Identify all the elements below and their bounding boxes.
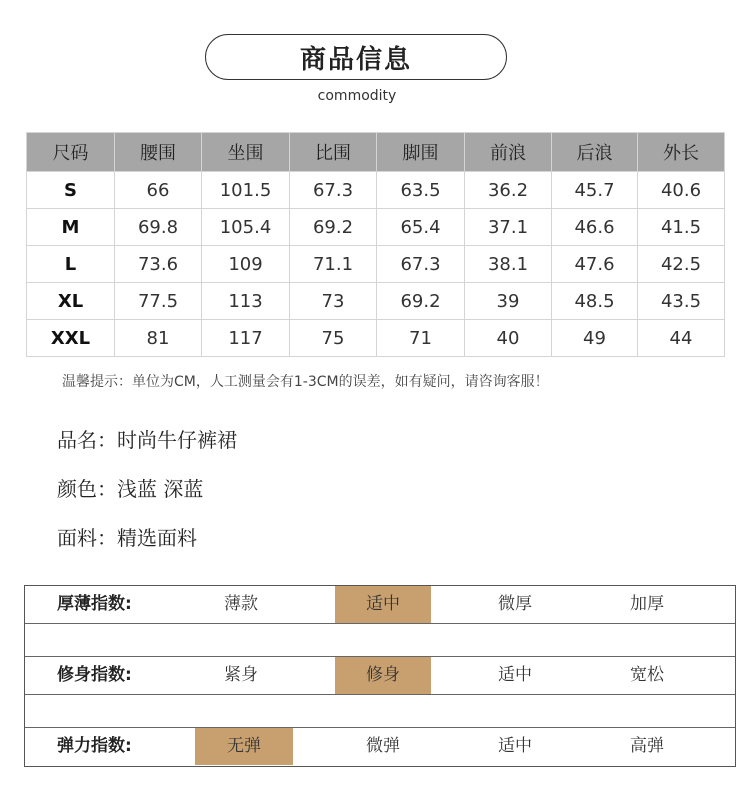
table-cell: 73	[290, 283, 377, 320]
table-cell: 77.5	[115, 283, 202, 320]
size-cell: L	[27, 246, 115, 283]
size-cell: M	[27, 209, 115, 246]
page-title: 商品信息	[205, 34, 507, 80]
table-cell: 71	[377, 320, 465, 357]
fit-index-label: 修身指数:	[57, 665, 132, 685]
table-cell: 69.2	[377, 283, 465, 320]
table-cell: 67.3	[377, 246, 465, 283]
thickness-index-label: 厚薄指数:	[57, 594, 132, 614]
table-cell: 69.2	[290, 209, 377, 246]
table-cell: 36.2	[465, 172, 552, 209]
table-cell: 67.3	[290, 172, 377, 209]
column-header: 外长	[638, 133, 725, 172]
thickness-option: 微厚	[498, 594, 532, 614]
measurement-tip: 温馨提示：单位为CM，人工测量会有1-3CM的误差，如有疑问，请咨询客服！	[62, 374, 549, 390]
column-header: 腰围	[115, 133, 202, 172]
table-cell: 39	[465, 283, 552, 320]
table-cell: 75	[290, 320, 377, 357]
table-cell: 46.6	[552, 209, 638, 246]
table-cell: 45.7	[552, 172, 638, 209]
table-cell: 38.1	[465, 246, 552, 283]
table-cell: 113	[202, 283, 290, 320]
column-header: 前浪	[465, 133, 552, 172]
fit-option: 适中	[498, 665, 532, 685]
row-divider	[25, 694, 735, 695]
table-cell: 42.5	[638, 246, 725, 283]
elasticity-index-label: 弹力指数:	[57, 736, 132, 756]
thickness-option: 加厚	[630, 594, 664, 614]
column-header: 比围	[290, 133, 377, 172]
table-cell: 69.8	[115, 209, 202, 246]
table-cell: 71.1	[290, 246, 377, 283]
fit-option: 紧身	[224, 665, 258, 685]
table-cell: 81	[115, 320, 202, 357]
size-cell: XXL	[27, 320, 115, 357]
column-header: 尺码	[27, 133, 115, 172]
table-header-row	[27, 133, 725, 172]
fit-option-selected: 修身	[335, 657, 431, 694]
thickness-index-row	[25, 586, 735, 623]
table-cell: 63.5	[377, 172, 465, 209]
table-cell: 47.6	[552, 246, 638, 283]
table-cell: 43.5	[638, 283, 725, 320]
table-row	[27, 209, 725, 246]
product-color: 颜色：浅蓝 深蓝	[57, 477, 204, 501]
table-cell: 41.5	[638, 209, 725, 246]
fit-index-row	[25, 657, 735, 694]
table-cell: 101.5	[202, 172, 290, 209]
column-header: 后浪	[552, 133, 638, 172]
table-cell: 37.1	[465, 209, 552, 246]
table-cell: 44	[638, 320, 725, 357]
table-cell: 105.4	[202, 209, 290, 246]
table-cell: 73.6	[115, 246, 202, 283]
table-cell: 49	[552, 320, 638, 357]
table-row	[27, 320, 725, 357]
size-cell: XL	[27, 283, 115, 320]
size-cell: S	[27, 172, 115, 209]
row-divider	[25, 623, 735, 624]
table-cell: 66	[115, 172, 202, 209]
column-header: 脚围	[377, 133, 465, 172]
elasticity-option: 高弹	[630, 736, 664, 756]
table-row	[27, 246, 725, 283]
table-cell: 48.5	[552, 283, 638, 320]
elasticity-option: 适中	[498, 736, 532, 756]
table-cell: 40.6	[638, 172, 725, 209]
table-row	[27, 172, 725, 209]
elasticity-option: 微弹	[366, 736, 400, 756]
thickness-option-selected: 适中	[335, 586, 431, 623]
product-name: 品名：时尚牛仔裤裙	[57, 428, 237, 452]
table-cell: 117	[202, 320, 290, 357]
table-row	[27, 283, 725, 320]
table-cell: 40	[465, 320, 552, 357]
table-cell: 65.4	[377, 209, 465, 246]
elasticity-index-row	[25, 728, 735, 765]
table-cell: 109	[202, 246, 290, 283]
column-header: 坐围	[202, 133, 290, 172]
size-chart-table	[26, 132, 725, 357]
page-subtitle: commodity	[317, 88, 397, 104]
thickness-option: 薄款	[224, 594, 258, 614]
fabric-index-panel	[24, 585, 736, 767]
elasticity-option-selected: 无弹	[195, 728, 293, 765]
fit-option: 宽松	[630, 665, 664, 685]
product-fabric: 面料：精选面料	[57, 526, 197, 550]
